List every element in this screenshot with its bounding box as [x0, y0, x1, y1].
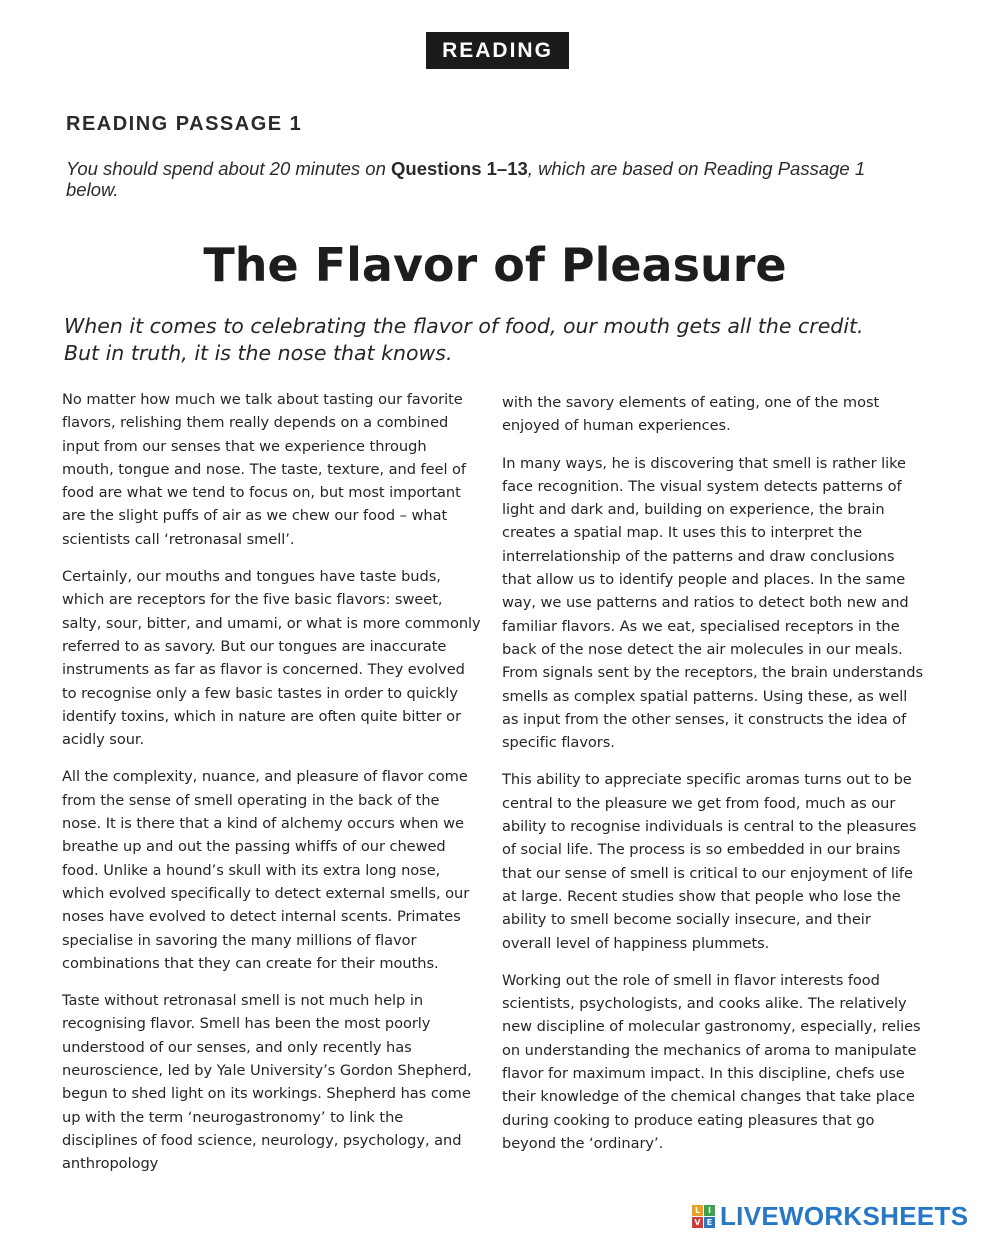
paragraph: Taste without retronasal smell is not much help in recognising flavor. Smell has been the most poorly understood of our senses, and only recently has neuroscience, led by Yale University’s Gordon Shepherd, begun to shed light on its workings. Shepherd has come up with the term ‘neurogastronomy’ to link the disciplines of food science, neurology, psychology, and anthropology	[62, 992, 472, 1173]
logo-tile: V	[692, 1217, 703, 1228]
paragraph: This ability to appreciate specific aromas turns out to be central to the pleasure we get from food, much as our ability to recognise individuals is central to the pleasures of social life. The process is so embedded in our brains that our sense of smell is critical to our enjoyment of life at large. Recent studies show that people who lose the ability to smell become socially insecure, and their overall level of happiness plummets.	[502, 771, 917, 952]
paragraph: All the complexity, nuance, and pleasure of flavor come from the sense of smell operating in the back of the nose. It is there that a kind of alchemy occurs when we breathe up and out the passing whiffs of our chewed food. Unlike a hound’s skull with its extra long nose, which evolved specifically to detect external smells, our noses have evolved to detect internal scents. Primates specialise in savoring the many millions of flavor combinations that they can create for their mouths.	[62, 768, 470, 972]
section-badge: READING	[426, 32, 569, 69]
logo-tile: E	[704, 1217, 715, 1228]
paragraph: Certainly, our mouths and tongues have taste buds, which are receptors for the five basic flavors: sweet, salty, sour, bitter, and umami, or what is more commonly referred to as savory. But our tongues are inaccurate instruments as far as flavor is concerned. They evolved to recognise only a few basic tastes in order to quickly identify toxins, which in nature are often quite bitter or acidly sour.	[62, 568, 481, 749]
paragraph: Working out the role of smell in flavor interests food scientists, psychologists, and cooks alike. The relatively new discipline of molecular gastronomy, especially, relies on understanding the mechanics of aroma to manipulate flavor for maximum impact. In this discipline, chefs use their knowledge of the chemical changes that take place during cooking to produce eating pleasures that go beyond the ‘ordinary’.	[502, 971, 921, 1152]
instructions-questions: Questions 1–13	[391, 158, 528, 179]
instructions	[66, 158, 886, 200]
instructions-before: You should spend about 20 minutes on	[66, 158, 392, 179]
right-column	[502, 391, 924, 1169]
logo-tile: L	[692, 1205, 703, 1216]
instructions-after: , which are based on Reading Passage 1 below.	[66, 158, 866, 200]
paragraph: In many ways, he is discovering that smell is rather like face recognition. The visual system detects patterns of light and dark and, building on experience, the brain creates a spatial map. It uses this to interpret the interrelationship of the patterns and draw conclusions that allow us to identify people and places. In the same way, we use patterns and ratios to detect both new and familiar flavors. As we eat, specialised receptors in the back of the nose detect the air molecules in our meals. From signals sent by the receptors, the brain understands smells as complex spatial patterns. Using these, as well as input from the other senses, it constructs the idea of specific flavors.	[502, 454, 923, 752]
logo-mark-icon	[692, 1205, 715, 1228]
logo-tile: I	[704, 1205, 715, 1216]
liveworksheets-logo	[692, 1198, 968, 1234]
article-title: The Flavor of Pleasure	[203, 238, 787, 292]
logo-text: LIVEWORKSHEETS	[720, 1200, 969, 1231]
passage-label: READING PASSAGE 1	[66, 113, 303, 135]
left-column	[62, 388, 482, 1190]
paragraph: No matter how much we talk about tasting our favorite flavors, relishing them really depends on a combined input from our senses that we experience through mouth, tongue and nose. The taste, texture, and feel of food are what we tend to focus on, but most important are the slight puffs of air as we chew our food – what scientists call ‘retronasal smell’.	[62, 391, 467, 548]
article-subtitle: When it comes to celebrating the flavor of food, our mouth gets all the credit. But in truth, it is the nose that knows.	[64, 314, 864, 365]
paragraph: with the savory elements of eating, one of the most enjoyed of human experiences.	[502, 394, 880, 435]
